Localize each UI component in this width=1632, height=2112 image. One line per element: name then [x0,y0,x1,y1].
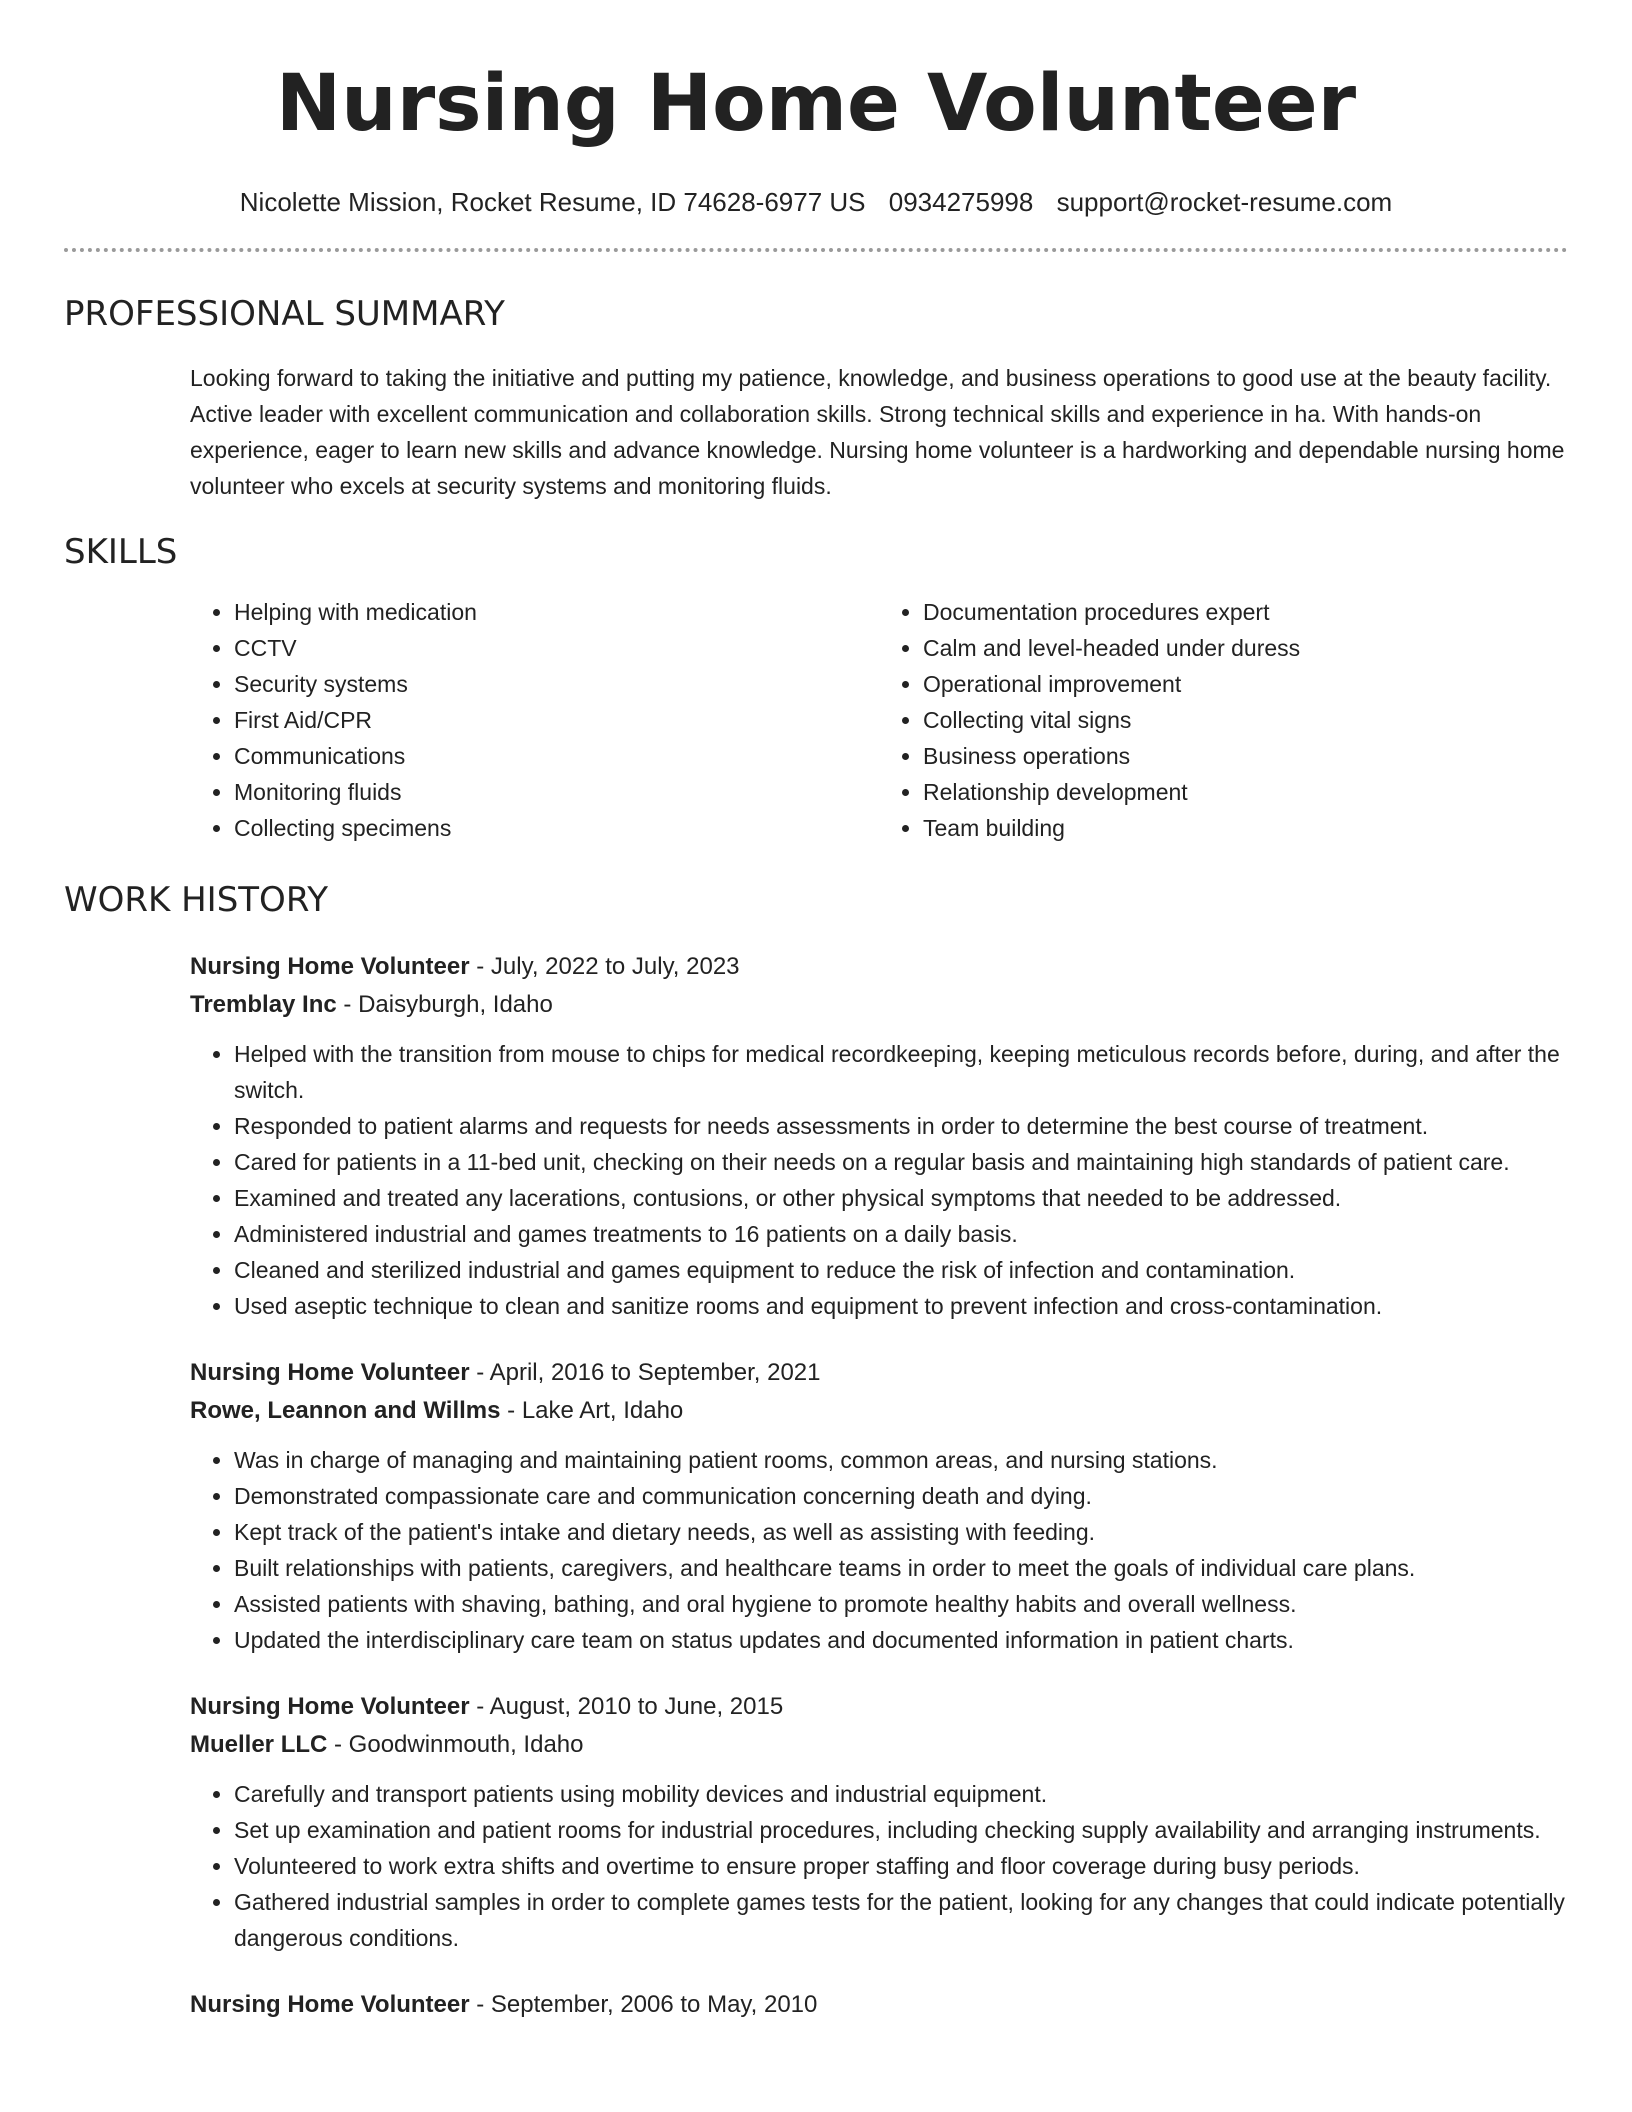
skill-item: • Team building [923,810,1568,846]
contact-line [64,186,1568,218]
skills-column-left [190,594,879,846]
job-title-line [190,1986,1568,2024]
skill-item: • Collecting specimens [234,810,879,846]
job-title-line [190,948,1568,986]
job-title: Nursing Home Volunteer [190,1693,470,1720]
summary-paragraph: Looking forward to taking the initiative and putting my patience, knowledge, and business operations to good use at the beauty facility. Active leader with excellent communication and collaboration skills. Strong technical skills and experience in ha. With hands-on experience, eager to learn new skills and advance knowledge. Nursing home volunteer is a hardworking and dependable nursing home volunteer who excels at security systems and monitoring fluids. [190,365,1565,499]
job-entry [190,1986,1568,2024]
job-location: - Daisyburgh, Idaho [336,991,553,1018]
skill-item: • CCTV [234,630,879,666]
duty-item: • Assisted patients with shaving, bathing, and oral hygiene to promote healthy habits and overall wellness. [234,1586,1568,1622]
duty-item: • Updated the interdisciplinary care team on status updates and documented information in patient charts. [234,1622,1568,1658]
job-duties [190,1036,1568,1324]
job-duties [190,1776,1568,1956]
job-location: - Goodwinmouth, Idaho [327,1731,584,1758]
duty-item: • Administered industrial and games treatments to 16 patients on a daily basis. [234,1216,1568,1252]
skills-column-right [879,594,1568,846]
job-title-line [190,1688,1568,1726]
job-title: Nursing Home Volunteer [190,1359,470,1386]
job-dates: - August, 2010 to June, 2015 [469,1693,784,1720]
work-history-list [64,948,1568,2024]
duty-item: • Kept track of the patient's intake and dietary needs, as well as assisting with feeding. [234,1514,1568,1550]
duty-item: • Responded to patient alarms and requests for needs assessments in order to determine the best course of treatment. [234,1108,1568,1144]
skill-item: • Business operations [923,738,1568,774]
job-company: Tremblay Inc [190,991,337,1018]
contact-address: Nicolette Mission, Rocket Resume, ID 74628-6977 US [239,187,866,217]
job-company-line [190,1726,1568,1764]
job-company-line [190,1392,1568,1430]
skill-item: • Security systems [234,666,879,702]
duty-item: • Helped with the transition from mouse to chips for medical recordkeeping, keeping meticulous records before, during, and after the switch. [234,1036,1568,1108]
duty-item: • Used aseptic technique to clean and sanitize rooms and equipment to prevent infection and cross-contamination. [234,1288,1568,1324]
skill-item: • First Aid/CPR [234,702,879,738]
job-entry [190,948,1568,1324]
duty-item: • Cared for patients in a 11-bed unit, checking on their needs on a regular basis and maintaining high standards of patient care. [234,1144,1568,1180]
job-title-line [190,1354,1568,1392]
job-location: - Lake Art, Idaho [500,1397,684,1424]
duty-item: • Built relationships with patients, caregivers, and healthcare teams in order to meet the goals of individual care plans. [234,1550,1568,1586]
duty-item: • Gathered industrial samples in order to complete games tests for the patient, looking for any changes that could indicate potentially dangerous conditions. [234,1884,1568,1956]
duty-item: • Volunteered to work extra shifts and overtime to ensure proper staffing and floor coverage during busy periods. [234,1848,1568,1884]
skill-item: • Communications [234,738,879,774]
job-entry [190,1688,1568,1956]
skill-item: • Documentation procedures expert [923,594,1568,630]
contact-email: support@rocket-resume.com [1056,187,1393,217]
section-title-work: WORK HISTORY [64,880,329,920]
resume-page [64,0,1568,2024]
job-company: Mueller LLC [190,1731,328,1758]
duty-item: • Carefully and transport patients using mobility devices and industrial equipment. [234,1776,1568,1812]
job-dates: - September, 2006 to May, 2010 [469,1991,818,2018]
duty-item: • Set up examination and patient rooms for industrial procedures, including checking supply availability and arranging instruments. [234,1812,1568,1848]
job-dates: - July, 2022 to July, 2023 [469,953,740,980]
job-title: Nursing Home Volunteer [190,953,470,980]
duty-item: • Was in charge of managing and maintaining patient rooms, common areas, and nursing stations. [234,1442,1568,1478]
skill-item: • Monitoring fluids [234,774,879,810]
section-title-summary: PROFESSIONAL SUMMARY [64,294,505,334]
section-title-skills: SKILLS [64,532,178,572]
duty-item: • Cleaned and sterilized industrial and games equipment to reduce the risk of infection and contamination. [234,1252,1568,1288]
skill-item: • Collecting vital signs [923,702,1568,738]
skills-list [190,594,1568,846]
header-divider [64,248,1568,252]
resume-title: Nursing Home Volunteer [275,59,1357,149]
duty-item: • Demonstrated compassionate care and communication concerning death and dying. [234,1478,1568,1514]
skill-item: • Helping with medication [234,594,879,630]
job-title: Nursing Home Volunteer [190,1991,470,2018]
duty-item: • Examined and treated any lacerations, contusions, or other physical symptoms that needed to be addressed. [234,1180,1568,1216]
skill-item: • Operational improvement [923,666,1568,702]
skill-item: • Relationship development [923,774,1568,810]
skill-item: • Calm and level-headed under duress [923,630,1568,666]
job-entry [190,1354,1568,1658]
job-company-line [190,986,1568,1024]
job-duties [190,1442,1568,1658]
contact-phone: 0934275998 [888,187,1034,217]
job-company: Rowe, Leannon and Willms [190,1397,501,1424]
job-dates: - April, 2016 to September, 2021 [469,1359,821,1386]
